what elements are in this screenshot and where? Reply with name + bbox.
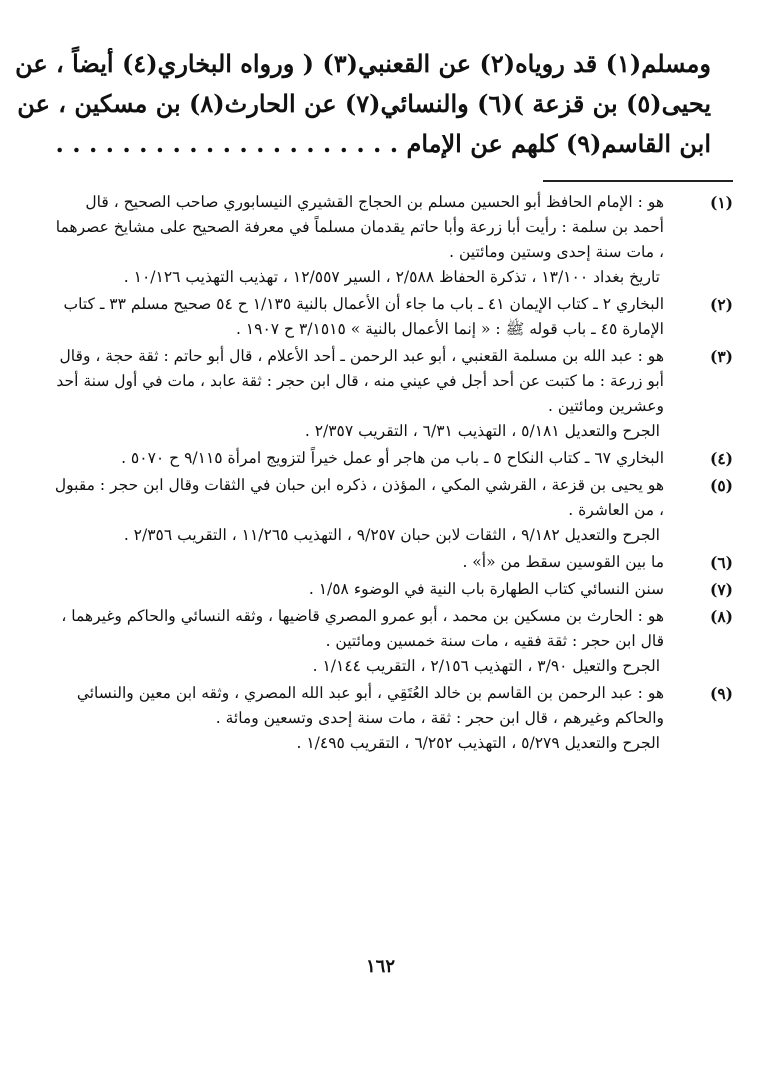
footnote	[54, 292, 733, 342]
footnote-separator	[543, 180, 733, 182]
footnote-number: (٣)	[709, 347, 733, 366]
footnote-number: (٢)	[709, 295, 733, 314]
footnote-text: هو : عبد الله بن مسلمة القعنبي ، أبو عبد الرحمن ـ أحد الأعلام ، قال أبو حاتم : ثقة حجة ، وقال أبو زرعة : ما كتبت عن أحد أجل في عيني منه ، قال ابن حجر : ثقة عابد ، مات في أول سنة أحد وعشرين ومائتين .	[56, 347, 664, 415]
footnote	[54, 344, 733, 444]
footnote-number: (٦)	[709, 553, 733, 572]
footnote-number: (٧)	[709, 580, 733, 599]
main-text	[15, 44, 711, 164]
footnote-text: هو : الإمام الحافظ أبو الحسين مسلم بن الحجاج القشيري النيسابوري صاحب الصحيح ، قال أحمد بن سلمة : رأيت أبا زرعة وأبا حاتم يقدمان مسلماً في معرفة الصحيح على مشايخ عصرهما ، مات سنة إحدى وستين ومائتين .	[55, 193, 664, 261]
footnote-reference: الجرح والتعيل ٣/٩٠ ، التهذيب ٢/١٥٦ ، التقريب ١/١٤٤ .	[312, 657, 660, 675]
footnote-reference: الجرح والتعديل ٩/١٨٢ ، الثقات لابن حبان ٩/٢٥٧ ، التهذيب ١١/٢٦٥ ، التقريب ٢/٣٥٦ .	[123, 526, 660, 544]
footnote-reference: الجرح والتعديل ٥/٢٧٩ ، التهذيب ٦/٢٥٢ ، التقريب ١/٤٩٥ .	[296, 734, 660, 752]
footnote-number: (٩)	[709, 684, 733, 703]
footnote-reference: تاريخ بغداد ١٣/١٠٠ ، تذكرة الحفاظ ٢/٥٨٨ ، السير ١٢/٥٥٧ ، تهذيب التهذيب ١٠/١٢٦ .	[123, 268, 660, 286]
footnote-text: هو : عبد الرحمن بن القاسم بن خالد العُتَقِي ، أبو عبد الله المصري ، وثقه ابن معين والنسائي والحاكم وغيرهم ، قال ابن حجر : ثقة ، مات سنة إحدى وتسعين ومائة .	[76, 684, 664, 727]
footnote-text: البخاري ٦٧ ـ كتاب النكاح ٥ ـ باب من هاجر أو عمل خيراً لتزويج امرأة ٩/١١٥ ح ٥٠٧٠ .	[121, 449, 664, 467]
footnote	[54, 577, 733, 602]
footnote-number: (٥)	[709, 476, 733, 495]
main-text-line: يحيى(٥) بن قزعة )(٦) والنسائي(٧) عن الحارث(٨) بن مسكين ، عن	[17, 89, 711, 118]
footnote-text: سنن النسائي كتاب الطهارة باب النية في الوضوء ١/٥٨ .	[308, 580, 664, 598]
page-number: ١٦٢	[365, 956, 395, 977]
footnote	[54, 473, 733, 548]
footnote	[54, 604, 733, 679]
footnote-reference: الجرح والتعديل ٥/١٨١ ، التهذيب ٦/٣١ ، التقريب ٢/٣٥٧ .	[304, 422, 660, 440]
footnote	[54, 446, 733, 471]
footnote-text: ما بين القوسين سقط من «أ» .	[462, 553, 664, 571]
main-text-line: ومسلم(١) قد روياه(٢) عن القعنبي(٣) ( ورواه البخاري(٤) أيضاً ، عن	[15, 49, 711, 78]
footnote-text: هو : الحارث بن مسكين بن محمد ، أبو عمرو المصري قاضيها ، وثقه النسائي والحاكم وغيرهما ، قال ابن حجر : ثقة فقيه ، مات سنة خمسين ومائتين .	[61, 607, 664, 650]
footnote-number: (١)	[709, 193, 733, 212]
footnote-number: (٤)	[709, 449, 733, 468]
footnote-text: هو يحيى بن قزعة ، القرشي المكي ، المؤذن ، ذكره ابن حبان في الثقات وقال ابن حجر : مقبول ، من العاشرة .	[54, 476, 664, 519]
footnote	[54, 550, 733, 575]
footnote-text: البخاري ٢ ـ كتاب الإيمان ٤١ ـ باب ما جاء أن الأعمال بالنية ١/١٣٥ ح ٥٤ صحيح مسلم ٣٣ ـ كتاب الإمارة ٤٥ ـ باب قوله ﷺ : « إنما الأعمال بالنية » ٣/١٥١٥ ح ١٩٠٧ .	[63, 295, 664, 338]
footnote-number: (٨)	[709, 607, 733, 626]
footnote	[54, 681, 733, 756]
main-text-line: ابن القاسم(٩) كلهم عن الإمام . . . . . . . . . . . . . . . . . . . . .	[55, 129, 711, 158]
footnote	[54, 190, 733, 290]
footnotes	[54, 190, 733, 756]
